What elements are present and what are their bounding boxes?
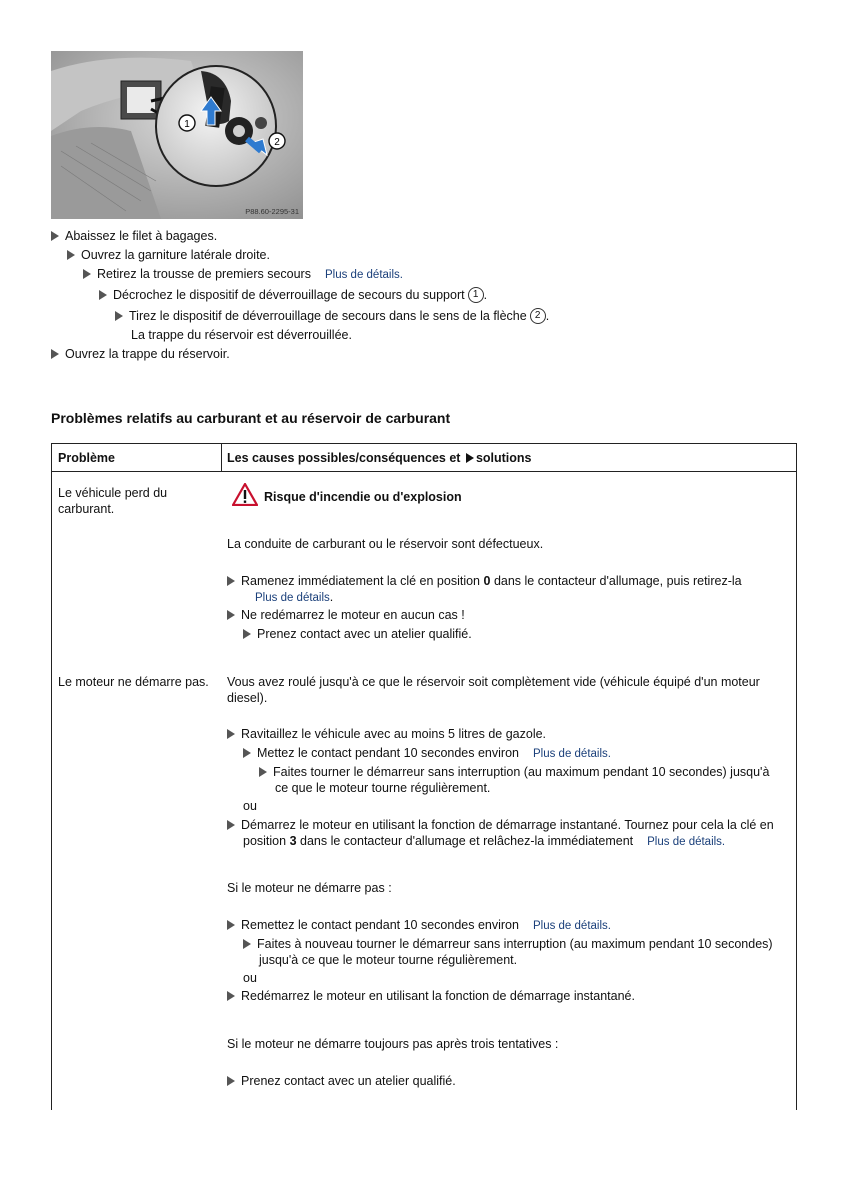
table-header-border: [51, 471, 797, 472]
step-crank-again-b: jusqu'à ce que le moteur tourne régulièrement.: [259, 953, 518, 967]
step-arrow-icon: [243, 939, 251, 949]
condition-no-start: Si le moteur ne démarre pas :: [227, 881, 392, 895]
step-lower-net: Abaissez le filet à bagages.: [51, 228, 217, 244]
step-contact-workshop: Prenez contact avec un atelier qualifié.: [227, 1073, 456, 1089]
step-instant-start-b: position 3 dans le contacteur d'allumage et relâchez-la immédiatement Plus de détails.: [243, 834, 726, 848]
callout-1-label: 1: [184, 119, 190, 130]
step-restart-instant: Redémarrez le moteur en utilisant la fonction de démarrage instantané.: [227, 988, 635, 1004]
problem-engine-no-start: Le moteur ne démarre pas.: [58, 675, 209, 689]
callout-2-ref: 2: [530, 308, 546, 324]
table-top-border: [51, 443, 797, 444]
callout-2-label: 2: [274, 137, 280, 148]
step-ignition-on: Mettez le contact pendant 10 secondes environ Plus de détails.: [243, 745, 611, 762]
figure-code: P88.60-2295-31: [245, 207, 299, 216]
step-arrow-icon: [227, 820, 235, 830]
step-open-flap: Ouvrez la trappe du réservoir.: [51, 346, 230, 362]
condition-three-attempts: Si le moteur ne démarre toujours pas après trois tentatives :: [227, 1037, 559, 1051]
or-separator: ou: [243, 799, 257, 813]
step-pull-release: Tirez le dispositif de déverrouillage de secours dans le sens de la flèche 2 .: [115, 308, 549, 324]
problem-fuel-leak: Le véhicule perd du carburant.: [58, 486, 168, 516]
callout-1-ref: 1: [468, 287, 484, 303]
table-col-divider: [221, 443, 222, 472]
table-right-border: [796, 443, 797, 1110]
or-separator: ou: [243, 971, 257, 985]
step-arrow-icon: [243, 629, 251, 639]
solution-contact-workshop: Prenez contact avec un atelier qualifié.: [243, 626, 472, 642]
emergency-release-figure: [51, 51, 303, 219]
step-arrow-icon: [51, 349, 59, 359]
table-left-border: [51, 443, 52, 1110]
step-arrow-icon: [227, 991, 235, 1001]
warning-fire-explosion: Risque d'incendie ou d'explosion: [264, 490, 462, 504]
warning-triangle-icon: [232, 483, 258, 509]
solution-return-key: Ramenez immédiatement la clé en position 0 dans le contacteur d'allumage, puis retirez-la: [227, 573, 742, 589]
step-arrow-icon: [99, 290, 107, 300]
section-title: Problèmes relatifs au carburant et au réservoir de carburant: [51, 410, 451, 426]
step-arrow-icon: [115, 311, 123, 321]
cause-empty-tank-b: diesel).: [227, 691, 268, 705]
step-arrow-icon: [227, 1076, 235, 1086]
step-remove-first-aid-kit: Retirez la trousse de premiers secours Plus de détails.: [83, 266, 403, 283]
step-crank-b: ce que le moteur tourne régulièrement.: [275, 781, 491, 795]
step-ignition-again: Remettez le contact pendant 10 secondes environ Plus de détails.: [227, 917, 611, 934]
step-arrow-icon: [227, 576, 235, 586]
step-arrow-icon: [259, 767, 267, 777]
cause-defective-line: La conduite de carburant ou le réservoir sont défectueux.: [227, 537, 544, 551]
trunk-illustration: [51, 51, 303, 219]
step-arrow-icon: [51, 231, 59, 241]
more-details-link[interactable]: Plus de détails.: [647, 836, 726, 848]
step-arrow-icon: [227, 610, 235, 620]
cause-empty-tank-a: Vous avez roulé jusqu'à ce que le réservoir soit complètement vide (véhicule équipé d'un moteur: [227, 675, 760, 689]
solution-no-restart: Ne redémarrez le moteur en aucun cas !: [227, 607, 465, 623]
column-header-problem: Problème: [58, 451, 115, 465]
step-crank-again-a: Faites à nouveau tourner le démarreur sans interruption (au maximum pendant 10 secondes): [243, 936, 773, 952]
step-refuel: Ravitaillez le véhicule avec au moins 5 litres de gazole.: [227, 726, 546, 742]
step-open-side-trim: Ouvrez la garniture latérale droite.: [67, 247, 270, 263]
solution-return-key-link-line: Plus de détails.: [255, 590, 334, 604]
step-arrow-icon: [83, 269, 91, 279]
step-arrow-icon: [466, 453, 474, 463]
step-unhook-release: Décrochez le dispositif de déverrouillage de secours du support 1 .: [99, 287, 487, 303]
step-arrow-icon: [227, 920, 235, 930]
more-details-link[interactable]: Plus de détails.: [324, 269, 403, 281]
step-instant-start-a: Démarrez le moteur en utilisant la fonction de démarrage instantané. Tournez pour cela la clé en: [227, 817, 774, 833]
more-details-link[interactable]: Plus de détails.: [532, 920, 611, 932]
column-header-causes: Les causes possibles/conséquences et solutions: [227, 451, 532, 465]
step-result: La trappe du réservoir est déverrouillée.: [131, 328, 352, 342]
more-details-link[interactable]: Plus de détails.: [532, 748, 611, 760]
step-arrow-icon: [67, 250, 75, 260]
step-arrow-icon: [243, 748, 251, 758]
step-arrow-icon: [227, 729, 235, 739]
step-crank-a: Faites tourner le démarreur sans interruption (au maximum pendant 10 secondes) jusqu'à: [259, 764, 769, 780]
more-details-link[interactable]: Plus de détails: [255, 592, 330, 604]
